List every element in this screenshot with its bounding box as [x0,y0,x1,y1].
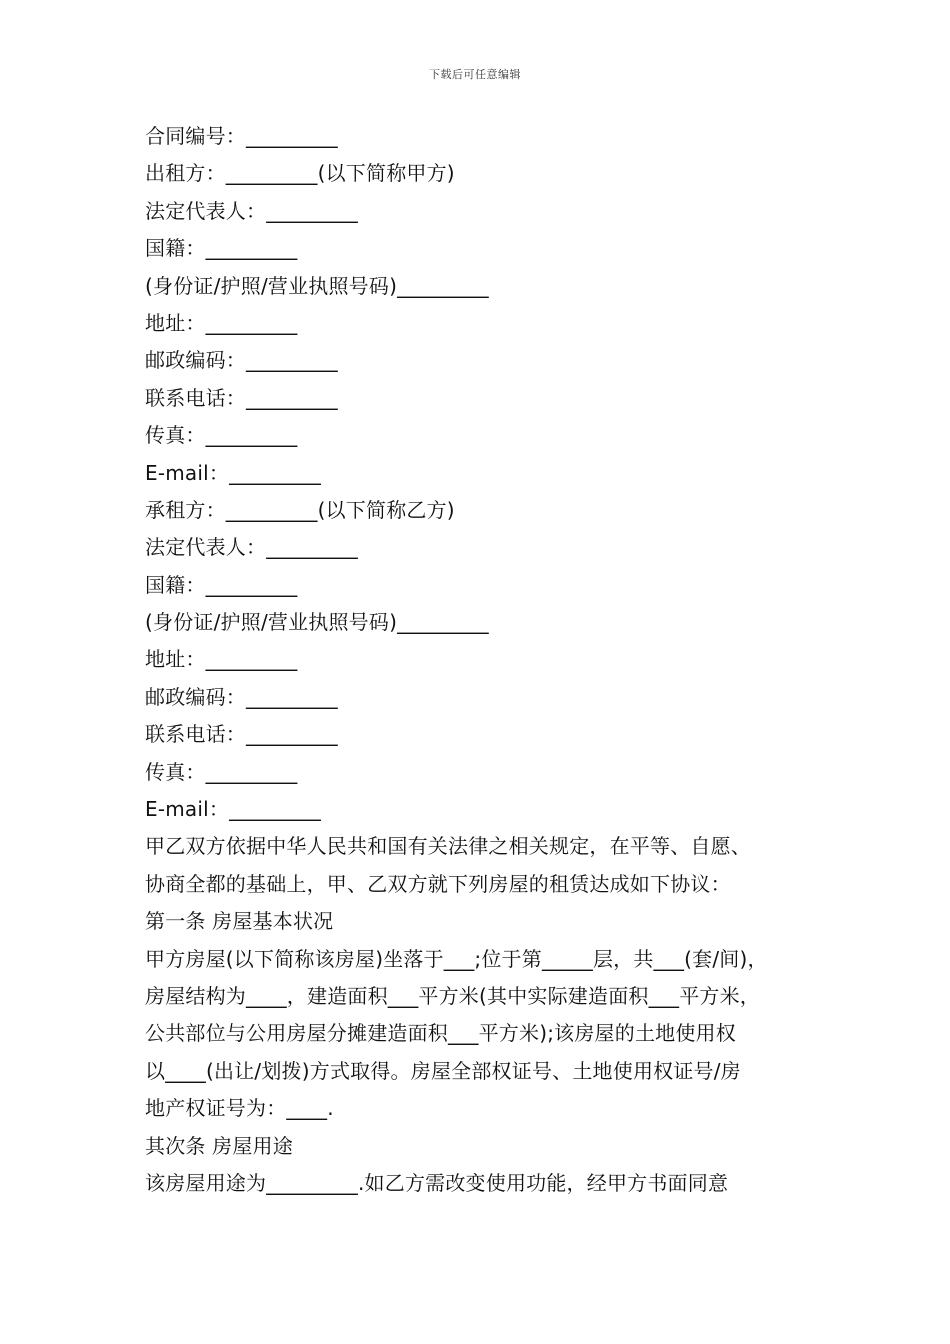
article-1-text-line-3: 公共部位与公用房屋分摊建造面积___平方米);该房屋的土地使用权 [145,1021,736,1046]
article-1-text-line-4: 以____(出让/划拨)方式取得。房屋全部权证号、土地使用权证号/房 [145,1058,741,1083]
contract-number-line: 合同编号：_________ [145,124,338,148]
lessee-legal-rep-line: 法定代表人：_________ [145,535,358,560]
lessee-line: 承租方：_________(以下简称乙方) [145,497,455,522]
lessor-phone-line: 联系电话：_________ [145,385,338,410]
preamble-line-1: 甲乙双方依据中华人民共和国有关法律之相关规定，在平等、自愿、 [145,834,751,859]
article-2-heading: 其次条 房屋用途 [145,1133,293,1158]
contract-body [145,118,835,1202]
lessor-legal-rep-line: 法定代表人：_________ [145,198,358,223]
article-2-text-line-1: 该房屋用途为_________.如乙方需改变使用功能，经甲方书面同意 [145,1170,729,1195]
lessor-postcode-line: 邮政编码：_________ [145,348,338,373]
lessor-address-line: 地址：_________ [145,310,298,335]
lessee-nationality-line: 国籍：_________ [145,572,298,597]
lessee-phone-line: 联系电话：_________ [145,722,338,747]
lessor-email-line: E-mail：_________ [145,460,321,485]
lessee-postcode-line: 邮政编码：_________ [145,684,338,709]
article-1-text-line-1: 甲方房屋(以下简称该房屋)坐落于___;位于第_____层，共___(套/间)， [145,946,768,971]
lessor-fax-line: 传真：_________ [145,423,298,448]
lessor-line: 出租方：_________(以下简称甲方) [145,161,455,186]
lessor-id-line: (身份证/护照/营业执照号码)_________ [145,273,489,298]
preamble-line-2: 协商全都的基础上，甲、乙双方就下列房屋的租赁达成如下协议： [145,871,731,896]
lessee-id-line: (身份证/护照/营业执照号码)_________ [145,610,489,635]
lessee-fax-line: 传真：_________ [145,759,298,784]
article-1-text-line-2: 房屋结构为____，建造面积___平方米(其中实际建造面积___平方米， [145,983,761,1008]
article-1-text-line-5: 地产权证号为：____. [145,1096,334,1121]
page-header-note: 下载后可任意编辑 [429,68,521,81]
lessee-address-line: 地址：_________ [145,647,298,672]
article-1-heading: 第一条 房屋基本状况 [145,909,334,934]
lessee-email-line: E-mail：_________ [145,797,321,822]
lessor-nationality-line: 国籍：_________ [145,236,298,261]
